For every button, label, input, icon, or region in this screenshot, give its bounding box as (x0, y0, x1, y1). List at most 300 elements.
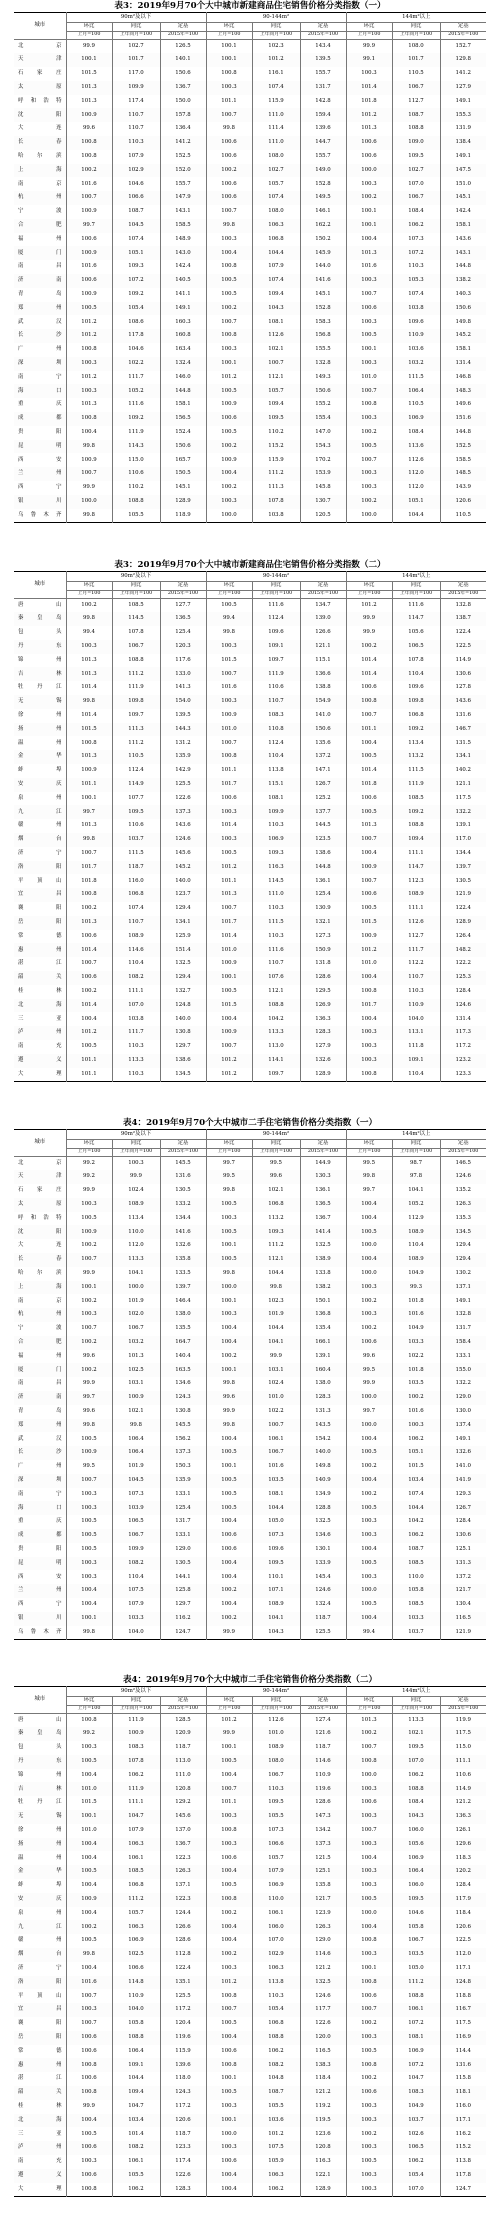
city-name: 秦皇岛 (14, 612, 66, 626)
index-value: 105.1 (392, 1446, 440, 1460)
table-row (14, 847, 486, 861)
index-value: 114.6 (112, 943, 160, 957)
city-name: 湛 江 (14, 2072, 66, 2086)
index-value: 147.3 (300, 1810, 346, 1824)
index-value: 128.5 (160, 1714, 206, 1728)
index-value: 99.7 (66, 805, 112, 819)
index-value: 120.6 (440, 495, 486, 509)
index-value: 122.6 (160, 792, 206, 806)
index-value: 106.7 (112, 1529, 160, 1543)
index-value: 110.4 (392, 667, 440, 681)
index-value: 107.5 (252, 2141, 300, 2155)
index-value: 108.2 (112, 2141, 160, 2155)
index-value: 154.2 (300, 1432, 346, 1446)
index-value: 141.2 (440, 67, 486, 81)
index-value: 100.4 (206, 246, 252, 260)
index-value: 120.5 (300, 509, 346, 523)
index-value: 99.9 (346, 40, 392, 54)
index-value: 101.1 (66, 1068, 112, 1082)
index-value: 150.1 (300, 1294, 346, 1308)
index-value: 100.7 (252, 1419, 300, 1433)
city-name: 包 头 (14, 1741, 66, 1755)
index-value: 106.4 (112, 1432, 160, 1446)
index-value: 111.7 (112, 371, 160, 385)
table-row (14, 1405, 486, 1419)
index-value: 104.4 (252, 1501, 300, 1515)
index-value: 100.8 (66, 888, 112, 902)
index-value: 140.0 (300, 1446, 346, 1460)
table-row (14, 1976, 486, 1990)
index-value: 101.0 (66, 1824, 112, 1838)
index-value: 109.6 (392, 681, 440, 695)
table-row (14, 971, 486, 985)
index-value: 117.6 (160, 654, 206, 668)
index-value: 106.2 (392, 219, 440, 233)
header-tb: 同比 (392, 23, 440, 32)
index-value: 149.1 (440, 95, 486, 109)
index-value: 100.6 (206, 792, 252, 806)
index-value: 100.7 (66, 467, 112, 481)
group-header-large: 144m²以上 (346, 1130, 486, 1140)
index-value: 142.8 (300, 95, 346, 109)
index-value: 138.0 (160, 1308, 206, 1322)
index-value: 100.0 (346, 1239, 392, 1253)
index-value: 107.1 (252, 1584, 300, 1598)
index-value: 136.6 (300, 667, 346, 681)
index-value: 149.1 (160, 302, 206, 316)
index-value: 128.9 (440, 916, 486, 930)
city-name: 牡丹江 (14, 1796, 66, 1810)
table-row (14, 1769, 486, 1783)
index-value: 124.6 (300, 1584, 346, 1598)
table-row (14, 1515, 486, 1529)
index-value: 114.5 (252, 874, 300, 888)
index-value: 107.2 (112, 274, 160, 288)
index-value: 100.9 (66, 1893, 112, 1907)
header-hb: 环比 (346, 1697, 392, 1706)
index-value: 150.6 (160, 440, 206, 454)
index-value: 100.1 (206, 357, 252, 371)
city-name: 南 京 (14, 1294, 66, 1308)
index-value: 106.1 (252, 1432, 300, 1446)
index-value: 132.2 (440, 805, 486, 819)
index-value: 111.2 (252, 467, 300, 481)
city-name: 宜 昌 (14, 888, 66, 902)
table-row (14, 384, 486, 398)
index-value: 102.2 (252, 1405, 300, 1419)
table-row (14, 453, 486, 467)
index-value: 107.6 (252, 971, 300, 985)
index-value: 102.6 (392, 2127, 440, 2141)
index-value: 104.3 (252, 1626, 300, 1640)
index-value: 106.7 (252, 1769, 300, 1783)
index-value: 158.4 (440, 1336, 486, 1350)
index-value: 101.7 (66, 861, 112, 875)
index-value: 100.5 (66, 1515, 112, 1529)
index-value: 121.9 (440, 1626, 486, 1640)
index-value: 133.9 (300, 1557, 346, 1571)
index-value: 100.7 (66, 2017, 112, 2031)
index-value: 133.5 (160, 1267, 206, 1281)
index-value: 100.3 (346, 315, 392, 329)
header-db-base: 2015年=100 (440, 32, 486, 40)
index-value: 103.5 (252, 1474, 300, 1488)
table-row (14, 736, 486, 750)
table-row (14, 2086, 486, 2100)
city-name: 吉 林 (14, 667, 66, 681)
index-value: 124.6 (300, 1989, 346, 2003)
index-value: 109.2 (112, 288, 160, 302)
index-value: 99.9 (252, 1350, 300, 1364)
index-value: 99.9 (346, 626, 392, 640)
index-value: 112.6 (392, 916, 440, 930)
index-value: 113.3 (392, 1714, 440, 1728)
index-value: 100.1 (206, 53, 252, 67)
table-row (14, 2017, 486, 2031)
index-value: 112.4 (252, 736, 300, 750)
table-row (14, 1626, 486, 1640)
index-value: 110.7 (392, 971, 440, 985)
table-row (14, 233, 486, 247)
index-value: 108.3 (392, 2086, 440, 2100)
index-value: 104.9 (392, 1267, 440, 1281)
index-value: 100.6 (206, 177, 252, 191)
index-value: 100.3 (206, 2100, 252, 2114)
index-value: 116.5 (300, 2045, 346, 2059)
table-row (14, 246, 486, 260)
city-name: 大 理 (14, 1068, 66, 1082)
city-name: 蚌 埠 (14, 1879, 66, 1893)
city-name: 长 沙 (14, 329, 66, 343)
index-value: 100.5 (206, 1501, 252, 1515)
table-row (14, 1460, 486, 1474)
index-value: 145.2 (440, 329, 486, 343)
index-value: 150.6 (440, 302, 486, 316)
index-value: 100.6 (206, 1543, 252, 1557)
index-value: 100.5 (206, 2086, 252, 2100)
index-value: 105.2 (392, 1198, 440, 1212)
city-name: 韶 关 (14, 971, 66, 985)
index-value: 100.3 (346, 2183, 392, 2197)
index-value: 121.1 (300, 640, 346, 654)
index-value: 100.3 (346, 2169, 392, 2183)
index-value: 100.2 (66, 985, 112, 999)
index-value: 109.3 (112, 260, 160, 274)
table-row (14, 1838, 486, 1852)
index-value: 139.7 (440, 861, 486, 875)
index-value: 141.2 (160, 136, 206, 150)
index-value: 158.5 (440, 453, 486, 467)
index-value: 105.2 (112, 384, 160, 398)
header-db-base: 2015年=100 (440, 1706, 486, 1714)
index-value: 99.2 (66, 1170, 112, 1184)
table-row (14, 861, 486, 875)
city-name: 常 德 (14, 2045, 66, 2059)
index-value: 110.3 (112, 1040, 160, 1054)
index-value: 111.0 (252, 888, 300, 902)
index-value: 100.3 (346, 2114, 392, 2128)
index-value: 99.8 (206, 1377, 252, 1391)
index-value: 110.9 (392, 329, 440, 343)
index-value: 134.2 (300, 1824, 346, 1838)
table-row (14, 1907, 486, 1921)
index-value: 159.4 (300, 108, 346, 122)
index-value: 100.4 (346, 1198, 392, 1212)
index-value: 99.9 (66, 1377, 112, 1391)
index-value: 107.3 (252, 1529, 300, 1543)
index-value: 135.5 (160, 1322, 206, 1336)
table-row (14, 916, 486, 930)
table-row (14, 750, 486, 764)
index-value: 137.4 (440, 1419, 486, 1433)
city-name: 牡丹江 (14, 681, 66, 695)
table-row (14, 2141, 486, 2155)
index-value: 108.9 (392, 1225, 440, 1239)
index-value: 100.1 (206, 1363, 252, 1377)
index-value: 144.3 (160, 723, 206, 737)
index-value: 134.9 (300, 1488, 346, 1502)
index-value: 100.6 (206, 1851, 252, 1865)
index-value: 150.2 (300, 233, 346, 247)
index-value: 107.2 (392, 2058, 440, 2072)
index-value: 110.4 (252, 750, 300, 764)
index-value: 102.9 (252, 1948, 300, 1962)
index-value: 100.4 (206, 1865, 252, 1879)
index-value: 100.7 (66, 1989, 112, 2003)
index-value: 126.3 (300, 1920, 346, 1934)
index-value: 100.2 (66, 1294, 112, 1308)
index-value: 106.7 (112, 640, 160, 654)
city-name: 唐 山 (14, 599, 66, 613)
index-value: 100.4 (206, 2169, 252, 2183)
index-value: 108.5 (392, 1557, 440, 1571)
index-value: 165.7 (160, 453, 206, 467)
index-value: 135.8 (160, 1253, 206, 1267)
index-value: 111.5 (112, 847, 160, 861)
city-name: 长 春 (14, 136, 66, 150)
index-value: 145.6 (160, 847, 206, 861)
index-value: 110.0 (112, 1225, 160, 1239)
index-table (14, 1129, 486, 1640)
index-value: 100.3 (346, 1040, 392, 1054)
header-db: 定基 (160, 582, 206, 591)
index-value: 108.0 (252, 150, 300, 164)
index-value: 100.4 (206, 1336, 252, 1350)
index-value: 120.6 (160, 2114, 206, 2128)
index-table (14, 1686, 486, 2197)
index-value: 100.3 (112, 1157, 160, 1171)
index-value: 124.4 (160, 1907, 206, 1921)
index-value: 101.8 (392, 1294, 440, 1308)
index-value: 100.0 (346, 1769, 392, 1783)
table-row (14, 357, 486, 371)
index-value: 132.5 (300, 1976, 346, 1990)
index-value: 164.7 (160, 1336, 206, 1350)
index-value: 102.0 (112, 1308, 160, 1322)
index-value: 100.9 (66, 205, 112, 219)
index-value: 104.4 (252, 1322, 300, 1336)
header-tb-base: 上年同月=100 (112, 591, 160, 599)
index-value: 150.9 (300, 943, 346, 957)
group-header-large: 144m²以上 (346, 13, 486, 23)
index-value: 104.7 (112, 1810, 160, 1824)
city-name: 丹 东 (14, 640, 66, 654)
city-name: 岳 阳 (14, 2031, 66, 2045)
table-row (14, 467, 486, 481)
index-value: 122.4 (440, 902, 486, 916)
index-value: 102.4 (252, 1377, 300, 1391)
index-value: 155.4 (300, 412, 346, 426)
index-value: 106.2 (112, 1769, 160, 1783)
city-name: 三 亚 (14, 2127, 66, 2141)
index-value: 138.7 (440, 612, 486, 626)
index-value: 106.9 (392, 2045, 440, 2059)
index-value: 116.2 (440, 2127, 486, 2141)
index-value: 127.7 (160, 599, 206, 613)
group-header-small: 90m²及以下 (66, 572, 206, 582)
index-value: 100.1 (66, 1810, 112, 1824)
index-value: 106.6 (112, 1962, 160, 1976)
city-name: 西 宁 (14, 481, 66, 495)
index-value: 129.4 (440, 1239, 486, 1253)
index-value: 100.5 (206, 847, 252, 861)
index-value: 100.3 (346, 1879, 392, 1893)
index-value: 108.6 (112, 315, 160, 329)
index-value: 139.0 (300, 612, 346, 626)
index-value: 136.8 (300, 1308, 346, 1322)
index-value: 145.5 (160, 1419, 206, 1433)
index-value: 120.4 (160, 2017, 206, 2031)
index-value: 121.6 (300, 1727, 346, 1741)
city-name: 福 州 (14, 1350, 66, 1364)
index-value: 100.7 (252, 357, 300, 371)
city-name: 厦 门 (14, 1363, 66, 1377)
index-value: 128.6 (300, 971, 346, 985)
city-name: 锦 州 (14, 654, 66, 668)
index-value: 100.8 (66, 1714, 112, 1728)
index-value: 102.3 (252, 1294, 300, 1308)
index-value: 109.6 (392, 315, 440, 329)
table-row (14, 1446, 486, 1460)
index-value: 100.3 (346, 412, 392, 426)
header-hb: 环比 (206, 582, 252, 591)
index-value: 101.3 (66, 81, 112, 95)
index-value: 124.8 (440, 1976, 486, 1990)
table-row (14, 205, 486, 219)
index-value: 100.8 (66, 2183, 112, 2197)
index-value: 100.5 (206, 426, 252, 440)
index-value: 115.0 (440, 1741, 486, 1755)
index-value: 124.3 (160, 2086, 206, 2100)
table-row (14, 819, 486, 833)
table-row (14, 1893, 486, 1907)
header-db-base: 2015年=100 (160, 1706, 206, 1714)
index-value: 109.4 (252, 288, 300, 302)
index-value: 137.1 (440, 1281, 486, 1295)
index-value: 100.3 (206, 2141, 252, 2155)
index-value: 100.4 (66, 426, 112, 440)
table-row (14, 2155, 486, 2169)
index-value: 107.2 (392, 246, 440, 260)
index-value: 114.9 (440, 654, 486, 668)
city-name: 重 庆 (14, 1515, 66, 1529)
index-value: 102.1 (252, 343, 300, 357)
index-value: 105.7 (112, 1907, 160, 1921)
table-row (14, 902, 486, 916)
index-value: 111.8 (392, 1040, 440, 1054)
index-value: 131.4 (440, 1012, 486, 1026)
index-value: 105.7 (252, 384, 300, 398)
city-name: 成 都 (14, 412, 66, 426)
index-value: 110.5 (440, 509, 486, 523)
index-value: 151.4 (160, 943, 206, 957)
index-value: 102.7 (252, 164, 300, 178)
index-value: 144.1 (160, 1570, 206, 1584)
city-name: 郑 州 (14, 302, 66, 316)
index-value: 107.5 (112, 1584, 160, 1598)
index-value: 129.4 (160, 902, 206, 916)
table-row (14, 1350, 486, 1364)
index-value: 101.8 (66, 874, 112, 888)
index-value: 121.2 (300, 1962, 346, 1976)
index-value: 108.8 (392, 819, 440, 833)
index-value: 103.9 (112, 1501, 160, 1515)
index-value: 111.0 (252, 136, 300, 150)
index-value: 100.7 (346, 874, 392, 888)
index-value: 105.1 (392, 495, 440, 509)
table-row (14, 778, 486, 792)
index-value: 99.8 (112, 1419, 160, 1433)
header-db-base: 2015年=100 (160, 1149, 206, 1157)
index-value: 108.3 (112, 1741, 160, 1755)
city-name: 广 州 (14, 1460, 66, 1474)
index-value: 100.7 (346, 288, 392, 302)
index-value: 139.5 (160, 709, 206, 723)
index-value: 125.4 (300, 888, 346, 902)
city-name: 济 南 (14, 274, 66, 288)
index-value: 129.5 (300, 985, 346, 999)
index-value: 100.9 (346, 861, 392, 875)
header-db: 定基 (440, 582, 486, 591)
index-value: 101.5 (206, 999, 252, 1013)
index-value: 100.8 (66, 412, 112, 426)
index-table (14, 12, 486, 523)
index-value: 109.1 (252, 640, 300, 654)
city-name: 石家庄 (14, 1184, 66, 1198)
index-value: 126.3 (160, 1865, 206, 1879)
index-value: 141.4 (300, 1225, 346, 1239)
header-hb-base: 上月=100 (66, 32, 112, 40)
index-value: 103.4 (392, 1474, 440, 1488)
group-header-small: 90m²及以下 (66, 13, 206, 23)
index-value: 109.5 (392, 1893, 440, 1907)
index-value: 140.1 (160, 53, 206, 67)
index-value: 113.6 (392, 440, 440, 454)
index-value: 141.3 (160, 681, 206, 695)
index-value: 132.8 (440, 599, 486, 613)
city-name: 金 华 (14, 1865, 66, 1879)
index-value: 109.5 (112, 805, 160, 819)
table-row (14, 164, 486, 178)
index-value: 100.3 (66, 1570, 112, 1584)
index-value: 163.4 (160, 343, 206, 357)
index-value: 124.6 (440, 999, 486, 1013)
index-value: 100.5 (346, 440, 392, 454)
index-value: 100.7 (346, 2003, 392, 2017)
city-name: 贵 阳 (14, 426, 66, 440)
index-value: 100.0 (346, 509, 392, 523)
index-value: 101.4 (112, 2127, 160, 2141)
